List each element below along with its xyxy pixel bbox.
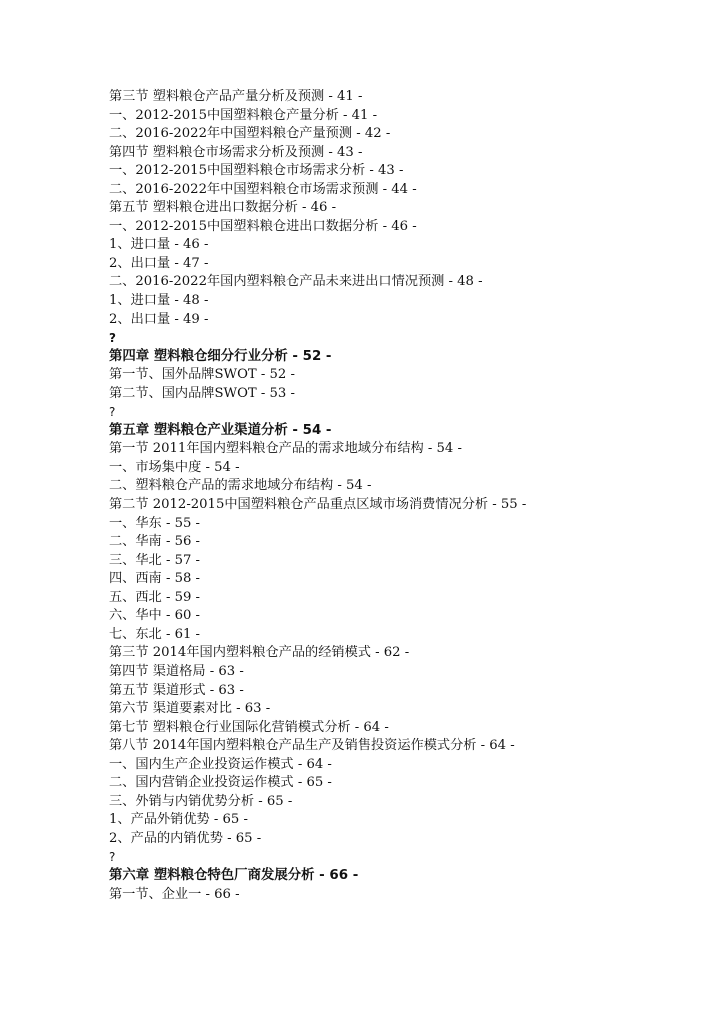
toc-separator-mark: ? [109, 850, 116, 865]
toc-entry: 三、外销与内销优势分析 - 65 - [109, 793, 293, 809]
toc-entry: 二、塑料粮仓产品的需求地域分布结构 - 54 - [109, 478, 372, 494]
toc-entry: 第七节 塑料粮仓行业国际化营销模式分析 - 64 - [109, 719, 389, 735]
toc-entry: 二、华南 - 56 - [109, 534, 201, 550]
toc-entry: 第一节 2011年国内塑料粮仓产品的需求地域分布结构 - 54 - [109, 441, 462, 457]
toc-entry: 第二节、国内品牌SWOT - 53 - [109, 385, 295, 401]
toc-entry: 一、2012-2015中国塑料粮仓进出口数据分析 - 46 - [109, 218, 417, 234]
toc-entry: 第一节、企业一 - 66 - [109, 886, 240, 902]
toc-entry: 二、2016-2022年中国塑料粮仓产量预测 - 42 - [109, 126, 391, 142]
toc-entry: 四、西南 - 58 - [109, 571, 201, 587]
toc-entry: 2、产品的内销优势 - 65 - [109, 830, 262, 846]
toc-entry: 三、华北 - 57 - [109, 552, 201, 568]
toc-entry: 1、进口量 - 46 - [109, 237, 209, 253]
toc-entry: 二、2016-2022年国内塑料粮仓产品未来进出口情况预测 - 48 - [109, 274, 483, 290]
toc-separator-mark: ? [109, 405, 116, 420]
table-of-contents [109, 88, 689, 904]
toc-entry: 一、2012-2015中国塑料粮仓产量分析 - 41 - [109, 107, 378, 123]
toc-entry: 1、进口量 - 48 - [109, 293, 209, 309]
toc-entry: 一、市场集中度 - 54 - [109, 459, 240, 475]
toc-entry: 二、国内营销企业投资运作模式 - 65 - [109, 775, 332, 791]
toc-entry: 2、出口量 - 47 - [109, 255, 209, 271]
toc-entry: 六、华中 - 60 - [109, 608, 201, 624]
toc-entry: 七、东北 - 61 - [109, 626, 201, 642]
toc-entry: 一、国内生产企业投资运作模式 - 64 - [109, 756, 332, 772]
toc-entry: 1、产品外销优势 - 65 - [109, 812, 248, 828]
toc-entry: 第三节 塑料粮仓产品产量分析及预测 - 41 - [109, 89, 363, 104]
toc-chapter-heading: 第六章 塑料粮仓特色厂商发展分析 - 66 - [109, 867, 359, 883]
toc-entry: 第三节 2014年国内塑料粮仓产品的经销模式 - 62 - [109, 645, 410, 661]
toc-entry: 第四节 渠道格局 - 63 - [109, 663, 244, 679]
toc-entry: 五、西北 - 59 - [109, 589, 201, 605]
toc-entry: 第一节、国外品牌SWOT - 52 - [109, 367, 295, 383]
toc-chapter-heading: 第四章 塑料粮仓细分行业分析 - 52 - [109, 348, 332, 364]
toc-entry: 第五节 塑料粮仓进出口数据分析 - 46 - [109, 200, 337, 216]
toc-entry: 一、2012-2015中国塑料粮仓市场需求分析 - 43 - [109, 163, 404, 179]
toc-chapter-heading: 第五章 塑料粮仓产业渠道分析 - 54 - [109, 422, 332, 438]
toc-entry: 第二节 2012-2015中国塑料粮仓产品重点区域市场消费情况分析 - 55 - [109, 497, 527, 513]
toc-entry: 第六节 渠道要素对比 - 63 - [109, 701, 271, 717]
toc-entry: 第八节 2014年国内塑料粮仓产品生产及销售投资运作模式分析 - 64 - [109, 738, 515, 754]
toc-separator-mark: ? [109, 331, 116, 346]
toc-entry: 2、出口量 - 49 - [109, 311, 209, 327]
toc-entry: 二、2016-2022年中国塑料粮仓市场需求预测 - 44 - [109, 181, 417, 197]
toc-entry: 第五节 渠道形式 - 63 - [109, 682, 244, 698]
toc-entry: 第四节 塑料粮仓市场需求分析及预测 - 43 - [109, 144, 363, 160]
toc-entry: 一、华东 - 55 - [109, 515, 201, 531]
